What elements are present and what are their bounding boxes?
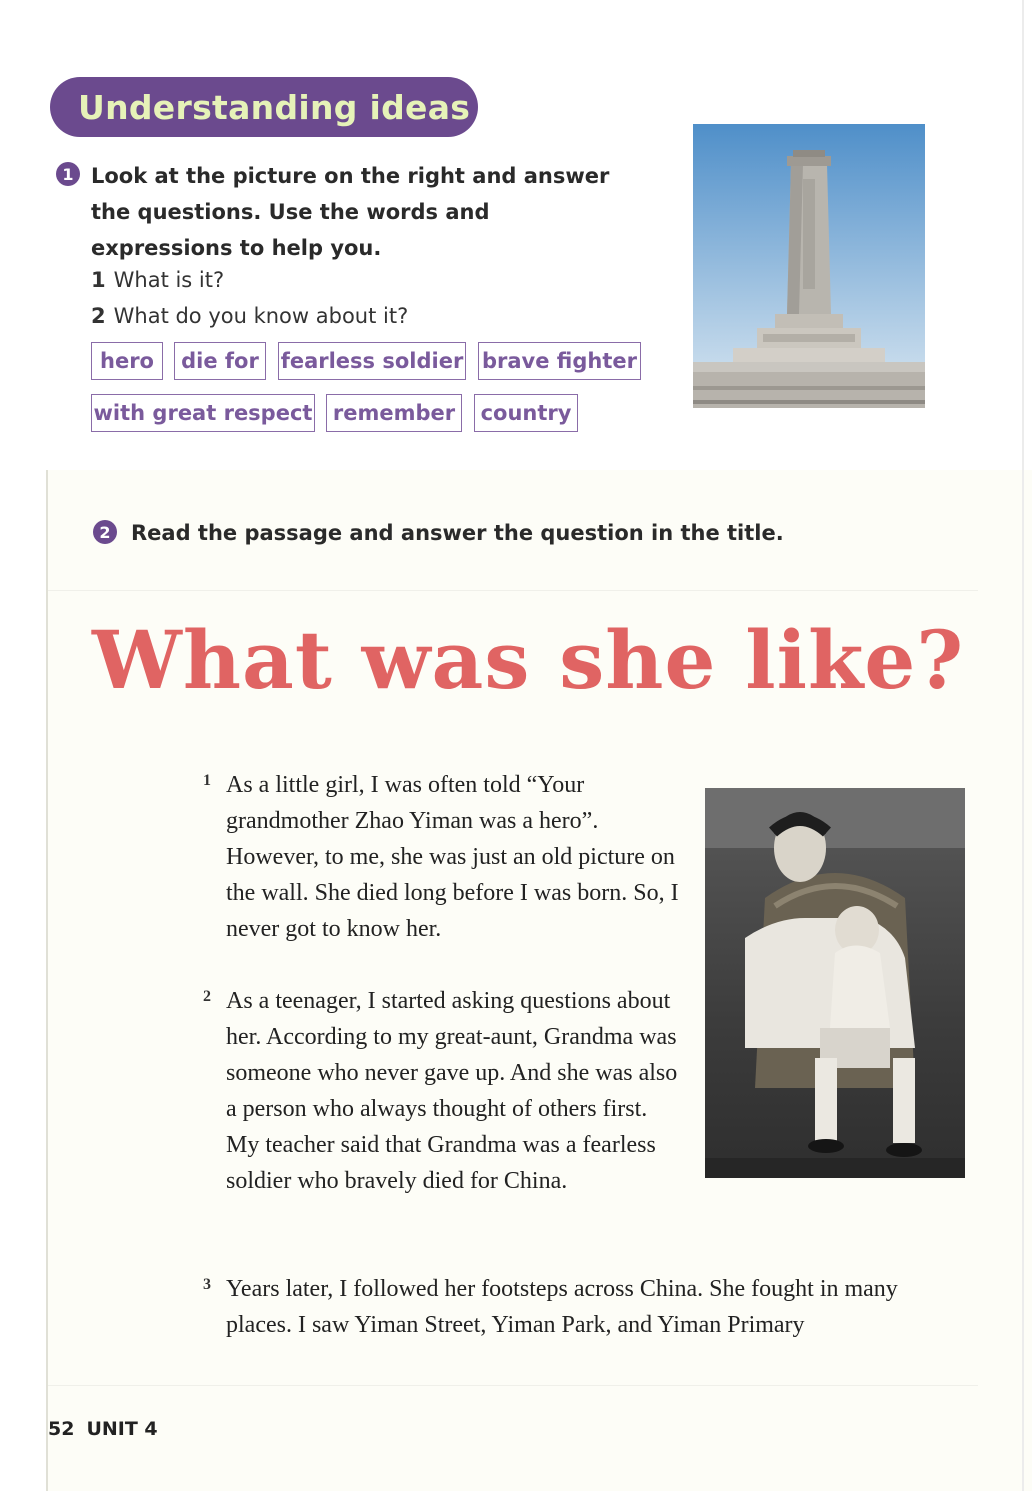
unit-label: UNIT 4: [86, 1418, 158, 1440]
paragraph: Years later, I followed her footsteps across China. She fought in many places. I saw Yiman Street, Yiman Park, and Yiman Primary: [226, 1276, 898, 1338]
question-item: [91, 304, 408, 328]
word-chip: with great respect: [91, 394, 315, 432]
activity-number-badge: 2: [93, 520, 117, 544]
divider: [48, 590, 978, 591]
question-item: [91, 268, 224, 292]
paragraph-number: 2: [203, 988, 211, 1005]
old-family-photo: [705, 788, 965, 1178]
paragraph-number: 3: [203, 1276, 211, 1293]
word-chip: hero: [91, 342, 163, 380]
paragraph-number: 1: [203, 772, 211, 789]
question-number: 2: [91, 304, 106, 328]
word-chip: fearless soldier: [278, 342, 466, 380]
divider: [48, 1385, 978, 1386]
section-title: Understanding ideas: [78, 87, 471, 127]
page-footer: [48, 1418, 158, 1440]
question-text: What is it?: [113, 268, 225, 292]
activity-number-badge: 1: [56, 162, 80, 186]
passage-title: What was she like?: [92, 613, 965, 707]
section-banner: [50, 77, 478, 137]
activity1-instruction: Look at the picture on the right and answer the questions. Use the words and expressions to help you.: [91, 164, 610, 260]
word-chip: die for: [174, 342, 266, 380]
paragraph: As a teenager, I started asking questions about her. According to my great-aunt, Grandma was someone who never gave up. And she was also a person who always thought of others first. My teacher said that Grandma was a fearless soldier who bravely died for China.: [226, 988, 678, 1194]
word-chip: brave fighter: [478, 342, 641, 380]
page-edge: [1022, 0, 1024, 1491]
page-number: 52: [48, 1418, 75, 1440]
question-number: 1: [91, 268, 106, 292]
word-chip: remember: [326, 394, 462, 432]
question-text: What do you know about it?: [113, 304, 409, 328]
activity2-instruction: Read the passage and answer the question in the title.: [131, 521, 784, 545]
monument-photo: [693, 124, 925, 408]
paragraph: As a little girl, I was often told “Your grandmother Zhao Yiman was a hero”. However, to me, she was just an old picture on the wall. She died long before I was born. So, I never got to know her.: [226, 772, 679, 942]
margin-line: [46, 470, 48, 1491]
word-chip: country: [474, 394, 578, 432]
